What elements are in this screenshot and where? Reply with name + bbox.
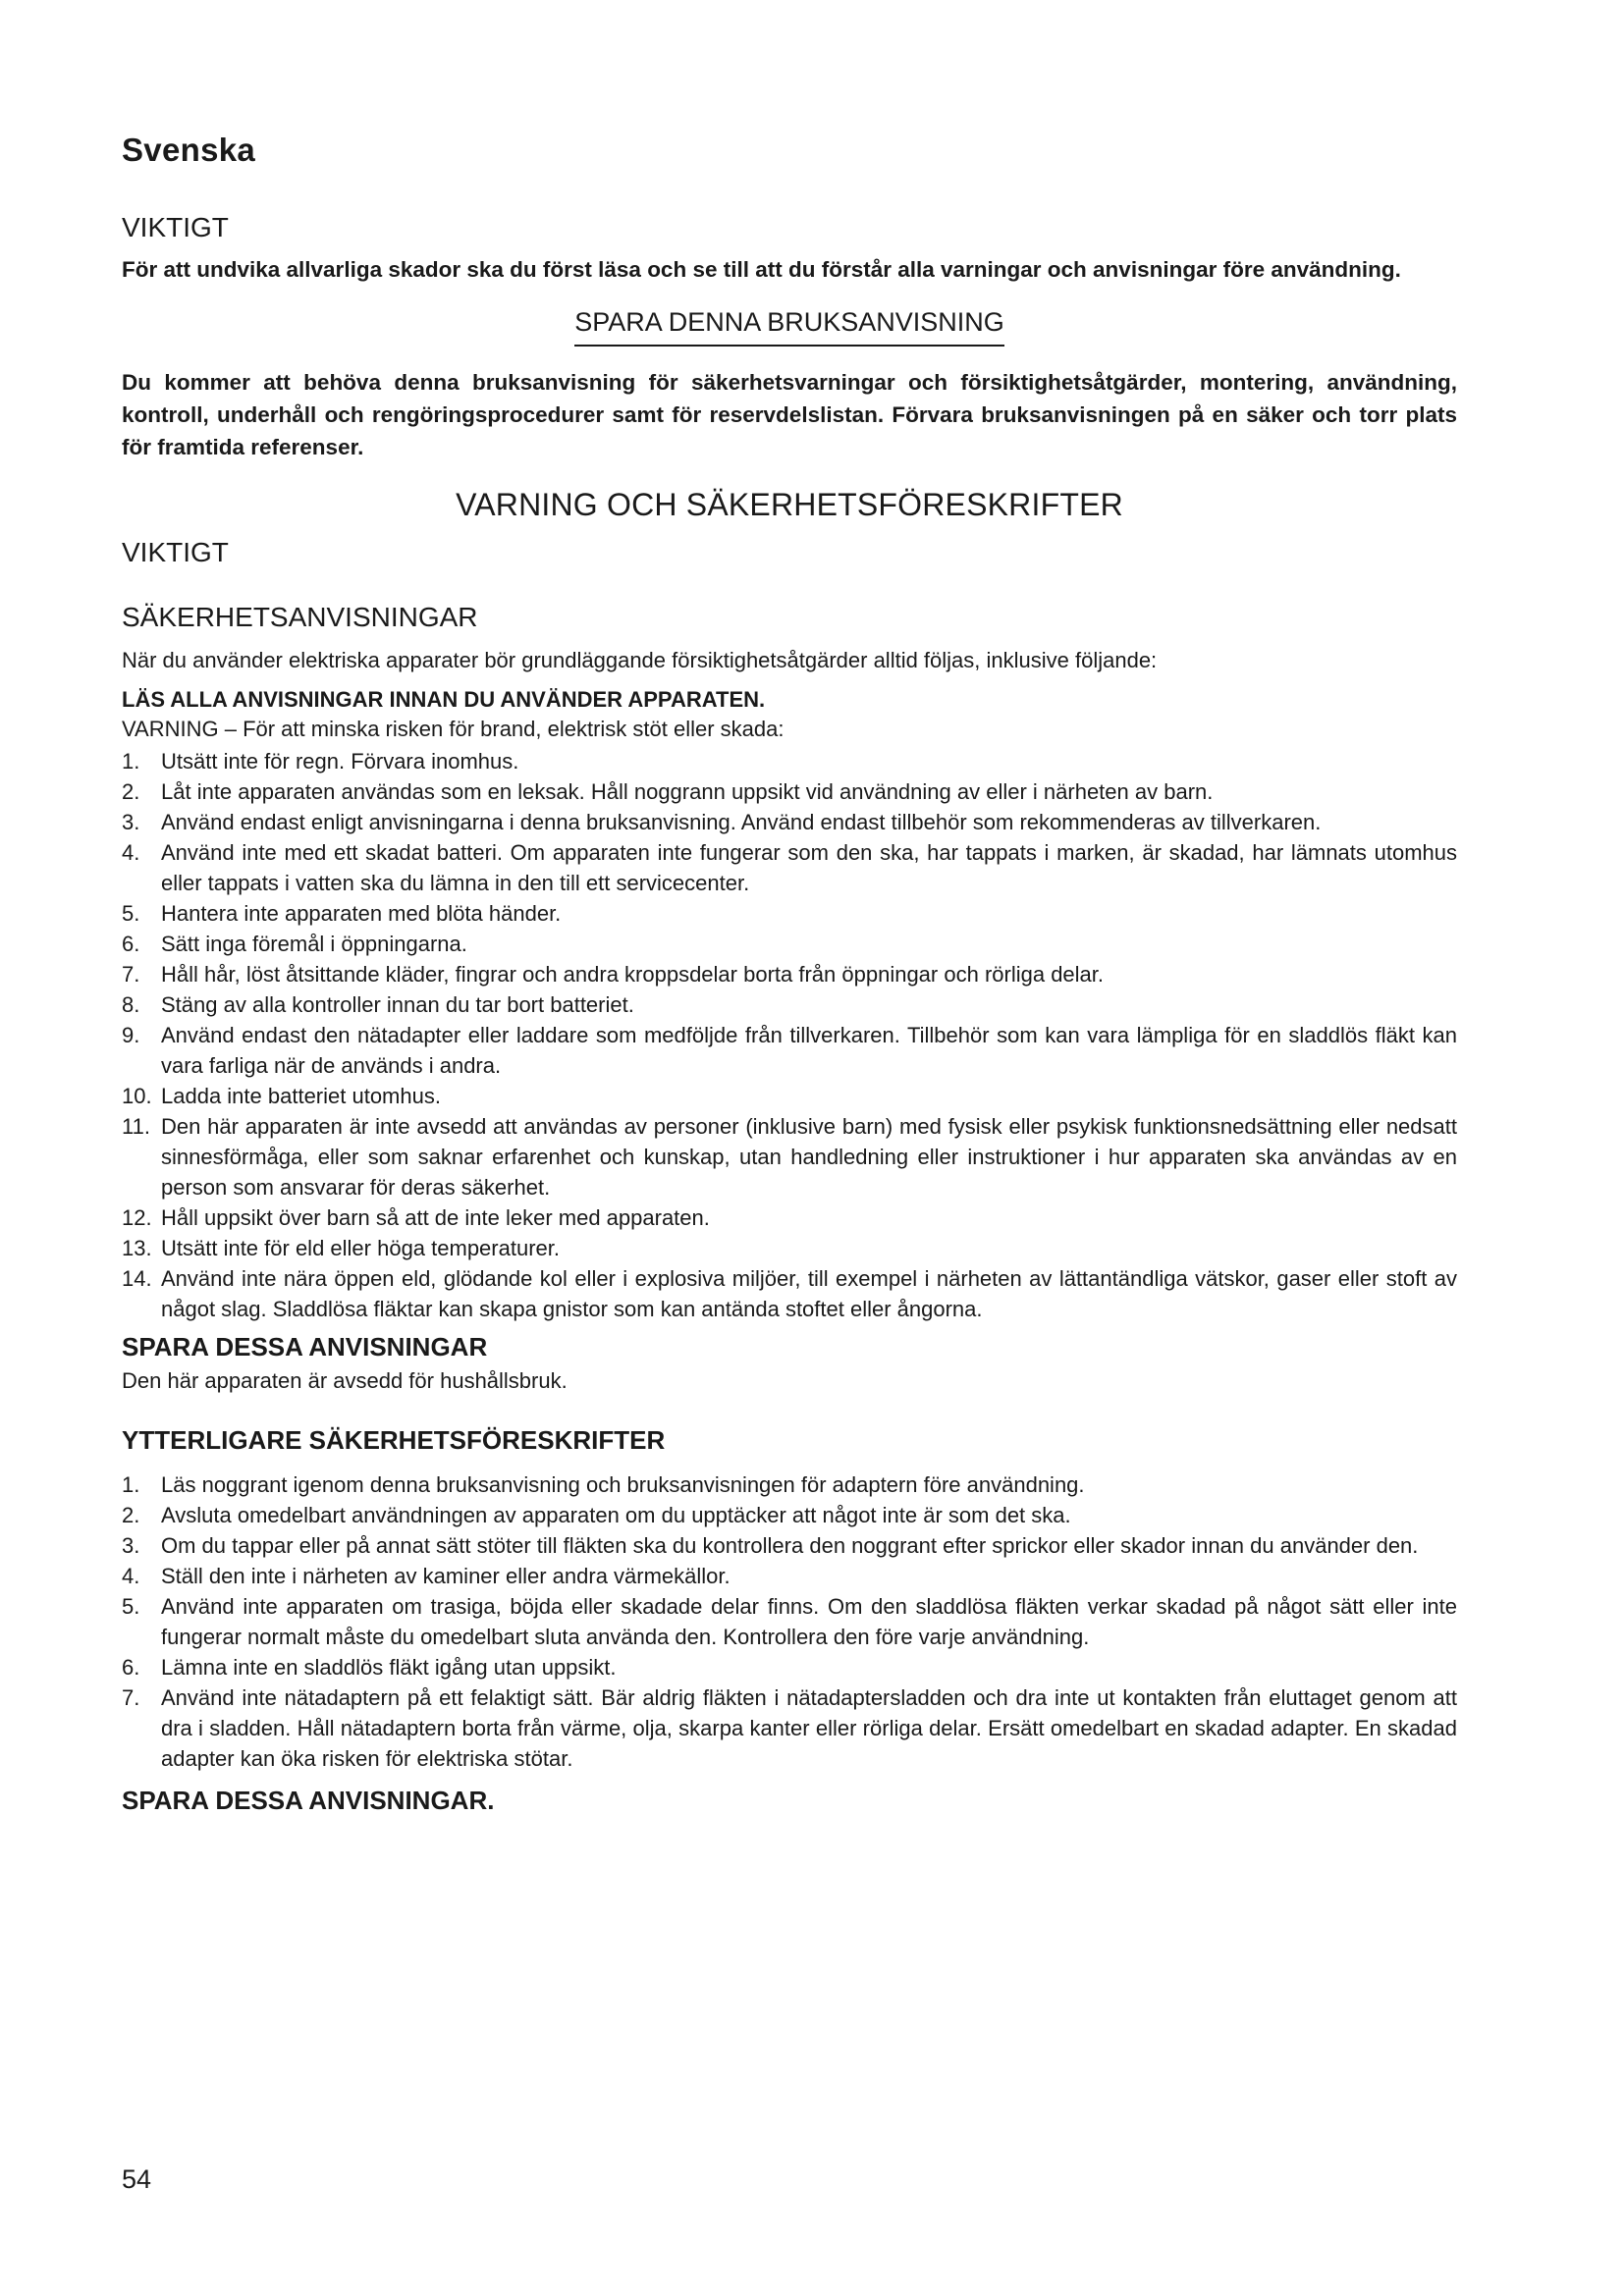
- item-text: Den här apparaten är inte avsedd att användas av personer (inklusive barn) med fysisk eller psykisk funktionsnedsättning eller nedsatt sinnesförmåga, eller som saknar erfarenhet och kunskap, utan handledning eller instruktioner i hur apparaten ska användas av en person som ansvarar för deras säkerhet.: [161, 1114, 1457, 1200]
- list-item: [122, 1591, 1457, 1652]
- warning-line: VARNING – För att minska risken för brand, elektrisk stöt eller skada:: [122, 717, 785, 741]
- final-save-heading: SPARA DESSA ANVISNINGAR.: [122, 1786, 495, 1815]
- item-number: 3.: [122, 810, 140, 834]
- save-instructions-heading: SPARA DESSA ANVISNINGAR: [122, 1332, 488, 1362]
- list-item: [122, 746, 1457, 776]
- item-number: 7.: [122, 1685, 140, 1710]
- safety-intro: När du använder elektriska apparater bör grundläggande försiktighetsåtgärder alltid följas, inklusive följande:: [122, 648, 1158, 672]
- item-text: Ladda inte batteriet utomhus.: [161, 1084, 441, 1108]
- list-item: [122, 959, 1457, 989]
- important-heading: VIKTIGT: [122, 212, 229, 242]
- list-item: [122, 1500, 1457, 1530]
- item-text: Låt inte apparaten användas som en leksak. Håll noggrann uppsikt vid användning av eller i närheten av barn.: [161, 779, 1214, 804]
- item-text: Ställ den inte i närheten av kaminer eller andra värmekällor.: [161, 1564, 731, 1588]
- list-item: [122, 1469, 1457, 1500]
- household-text: Den här apparaten är avsedd för hushållsbruk.: [122, 1368, 568, 1393]
- list-item: [122, 1682, 1457, 1774]
- list-item: [122, 1020, 1457, 1081]
- item-number: 11.: [122, 1114, 150, 1139]
- page-number: 54: [122, 2164, 152, 2194]
- item-number: 5.: [122, 1594, 140, 1619]
- item-number: 14.: [122, 1266, 152, 1291]
- list-item: [122, 1233, 1457, 1263]
- item-text: Använd endast den nätadapter eller laddare som medföljde från tillverkaren. Tillbehör som kan vara lämpliga för en sladdlös fläkt kan vara farliga när de används i andra.: [161, 1023, 1457, 1078]
- item-number: 4.: [122, 1564, 140, 1588]
- item-number: 13.: [122, 1236, 152, 1260]
- safety-heading: SÄKERHETSANVISNINGAR: [122, 602, 478, 632]
- item-number: 2.: [122, 1503, 140, 1527]
- read-all-instructions: LÄS ALLA ANVISNINGAR INNAN DU ANVÄNDER APPARATEN.: [122, 687, 766, 712]
- additional-safety-heading: YTTERLIGARE SÄKERHETSFÖRESKRIFTER: [122, 1425, 666, 1455]
- item-text: Använd endast enligt anvisningarna i denna bruksanvisning. Använd endast tillbehör som rekommenderas av tillverkaren.: [161, 810, 1322, 834]
- list-item: [122, 837, 1457, 898]
- item-text: Utsätt inte för regn. Förvara inomhus.: [161, 749, 519, 774]
- list-item: [122, 1652, 1457, 1682]
- list-item: [122, 929, 1457, 959]
- item-number: 4.: [122, 840, 140, 865]
- item-number: 1.: [122, 1472, 140, 1497]
- page-content: [122, 132, 1457, 1816]
- item-text: Om du tappar eller på annat sätt stöter till fläkten ska du kontrollera den noggrant efter sprickor eller skador innan du använder den.: [161, 1533, 1419, 1558]
- item-text: Lämna inte en sladdlös fläkt igång utan uppsikt.: [161, 1655, 617, 1680]
- list-item: [122, 1561, 1457, 1591]
- intro-warning: För att undvika allvarliga skador ska du först läsa och se till att du förstår alla varningar och anvisningar före användning.: [122, 257, 1401, 282]
- item-text: Håll hår, löst åtsittande kläder, fingrar och andra kroppsdelar borta från öppningar och rörliga delar.: [161, 962, 1105, 987]
- item-number: 7.: [122, 962, 140, 987]
- item-number: 6.: [122, 1655, 140, 1680]
- item-text: Sätt inga föremål i öppningarna.: [161, 932, 467, 956]
- item-text: Stäng av alla kontroller innan du tar bort batteriet.: [161, 992, 634, 1017]
- item-number: 3.: [122, 1533, 140, 1558]
- language-heading: Svenska: [122, 132, 256, 168]
- item-number: 10.: [122, 1084, 152, 1108]
- item-text: Avsluta omedelbart användningen av apparaten om du upptäcker att något inte är som det ska.: [161, 1503, 1071, 1527]
- list-item: [122, 989, 1457, 1020]
- additional-safety-list: [122, 1469, 1457, 1774]
- list-item: [122, 807, 1457, 837]
- list-item: [122, 1202, 1457, 1233]
- item-number: 2.: [122, 779, 140, 804]
- safety-list: [122, 746, 1457, 1324]
- item-text: Utsätt inte för eld eller höga temperaturer.: [161, 1236, 560, 1260]
- item-number: 9.: [122, 1023, 140, 1047]
- item-text: Använd inte apparaten om trasiga, böjda eller skadade delar finns. Om den sladdlösa fläkten verkar skadad på något sätt eller inte fungerar normalt måste du omedelbart sluta använda den. Kontrollera den före varje användning.: [161, 1594, 1457, 1649]
- item-text: Använd inte nätadaptern på ett felaktigt sätt. Bär aldrig fläkten i nätadaptersladden och dra inte ut kontakten från eluttaget genom att dra i sladden. Håll nätadaptern borta från värme, olja, skarpa kanter eller rörliga delar. Ersätt omedelbart en skadad adapter. En skadad adapter kan öka risken för elektriska stötar.: [161, 1685, 1457, 1771]
- item-number: 12.: [122, 1205, 152, 1230]
- list-item: [122, 898, 1457, 929]
- list-item: [122, 1081, 1457, 1111]
- list-item: [122, 776, 1457, 807]
- item-text: Hantera inte apparaten med blöta händer.: [161, 901, 562, 926]
- item-number: 5.: [122, 901, 140, 926]
- important-heading-2: VIKTIGT: [122, 537, 229, 567]
- main-heading: VARNING OCH SÄKERHETSFÖRESKRIFTER: [456, 487, 1123, 522]
- item-number: 8.: [122, 992, 140, 1017]
- list-item: [122, 1111, 1457, 1202]
- save-manual-heading: SPARA DENNA BRUKSANVISNING: [574, 307, 1004, 347]
- item-number: 1.: [122, 749, 140, 774]
- item-text: Använd inte med ett skadat batteri. Om apparaten inte fungerar som den ska, har tappats i marken, är skadad, har lämnats utomhus eller tappats i vatten ska du lämna in den till ett servicecenter.: [161, 840, 1457, 895]
- item-text: Läs noggrant igenom denna bruksanvisning och bruksanvisningen för adaptern före användning.: [161, 1472, 1085, 1497]
- save-manual-text: Du kommer att behöva denna bruksanvisning för säkerhetsvarningar och försiktighetsåtgärder, montering, användning, kontroll, underhåll och rengöringsprocedurer samt för reservdelslistan. Förvara bruksanvisningen på en säker och torr plats för framtida referenser.: [122, 370, 1457, 459]
- item-text: Använd inte nära öppen eld, glödande kol eller i explosiva miljöer, till exempel i närheten av lättantändliga vätskor, gaser eller stoft av något slag. Sladdlösa fläktar kan skapa gnistor som kan antända stoftet eller ångorna.: [161, 1266, 1457, 1321]
- save-manual-heading-wrap: [122, 307, 1457, 347]
- list-item: [122, 1263, 1457, 1324]
- item-number: 6.: [122, 932, 140, 956]
- item-text: Håll uppsikt över barn så att de inte leker med apparaten.: [161, 1205, 710, 1230]
- list-item: [122, 1530, 1457, 1561]
